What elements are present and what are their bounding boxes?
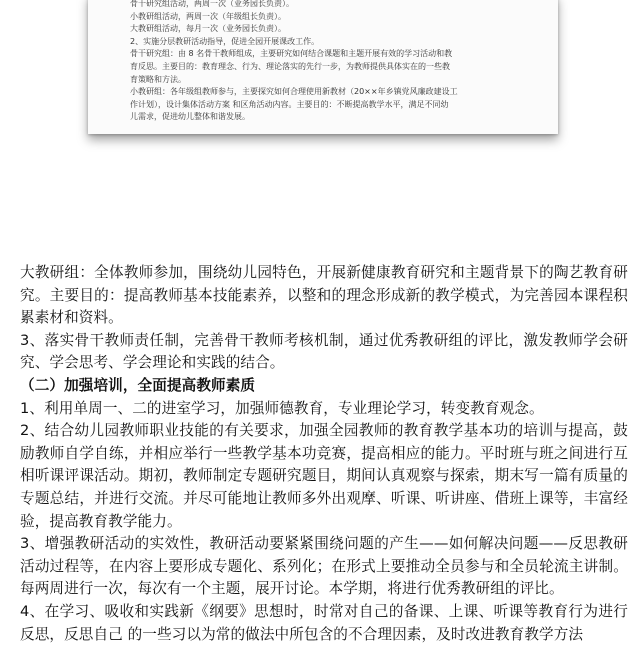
preview-line: 小教研组：各年级组教师参与，主要探究如何合理使用新教材（20××年乡镇党风廉政建设工 — [130, 87, 458, 97]
document-preview-card — [88, 0, 558, 134]
section-heading-training: （二）加强培训，全面提高教师素质 — [20, 376, 256, 394]
paragraph-item-3: 3、增强教研活动的实效性，教研活动要紧紧围绕问题的产生——如何解决问题——反思教研活动过程等，在内容上要形成专题化、系列化；在形式上要推动全员参与和全员轮流主讲制。每两周进行一次，每次有一个主题，展开讨论。本学期，将进行优秀教研组的评比。 — [20, 535, 628, 598]
preview-line: 大教研组活动，每月一次（业务园长负责）。 — [130, 24, 286, 34]
preview-line: 作计划），设计集体活动方案 和区角活动内容。主要目的：不断提高教学水平，满足不同幼 — [130, 99, 449, 109]
document-preview-area — [0, 0, 640, 150]
paragraph-item-2: 2、结合幼儿园教师职业技能的有关要求，加强全园教师的教育教学基本功的培训与提高，鼓励教师自学自练，并相应举行一些教学基本功竞赛，提高相应的能力。平时班与班之间进行互相听课评课活动。期初，教师制定专题研究题目，期间认真观察与探索，期末写一篇有质量的专题总结，并进行交流。并尽可能地让教师多外出观摩、听课、听讲座、借班上课等，丰富经验，提高教育教学能力。 — [20, 422, 628, 530]
preview-line: 小教研组活动，两周一次（年级组长负责）。 — [130, 11, 286, 21]
preview-line: 育反思。主要目的：教育理念、行为、理论落实的先行一步，为教师提供具体实在的一些教 — [130, 61, 450, 71]
paragraph-backbone-teacher: 3、落实骨干教师责任制，完善骨干教师考核机制，通过优秀教研组的评比，激发教师学会研究、学会思考、学会理论和实践的结合。 — [20, 331, 628, 372]
preview-line: 骨干研究组活动，两周一次（业务园长负责）。 — [130, 0, 294, 8]
preview-line: 2、实施分层教研活动指导，促进全园开展课改工作。 — [130, 36, 320, 46]
preview-line: 骨干研究组：由 8 名骨干教师组成，主要研究如何结合课题和主题开展有效的学习活动和教 — [130, 49, 453, 59]
paragraph-big-research-group: 大教研组：全体教师参加，围绕幼儿园特色，开展新健康教育研究和主题背景下的陶艺教育研究。主要目的：提高教师基本技能素养，以整和的理念形成新的教学模式，为完善园本课程积累素材和资料。 — [20, 264, 628, 327]
preview-line: 育策略和方法。 — [130, 74, 186, 84]
paragraph-item-1: 1、利用单周一、二的进室学习，加强师德教育，专业理论学习，转变教育观念。 — [20, 399, 544, 417]
preview-line: 儿需求，促进幼儿整体和谐发展。 — [130, 112, 250, 122]
paragraph-item-4: 4、在学习、吸收和实践新《纲要》思想时，时常对自己的备课、上课、听课等教育行为进行反思，反思自己 的一些习以为常的做法中所包含的不合理因素，及时改进教育教学方法 — [20, 602, 628, 643]
article-body — [20, 262, 628, 646]
